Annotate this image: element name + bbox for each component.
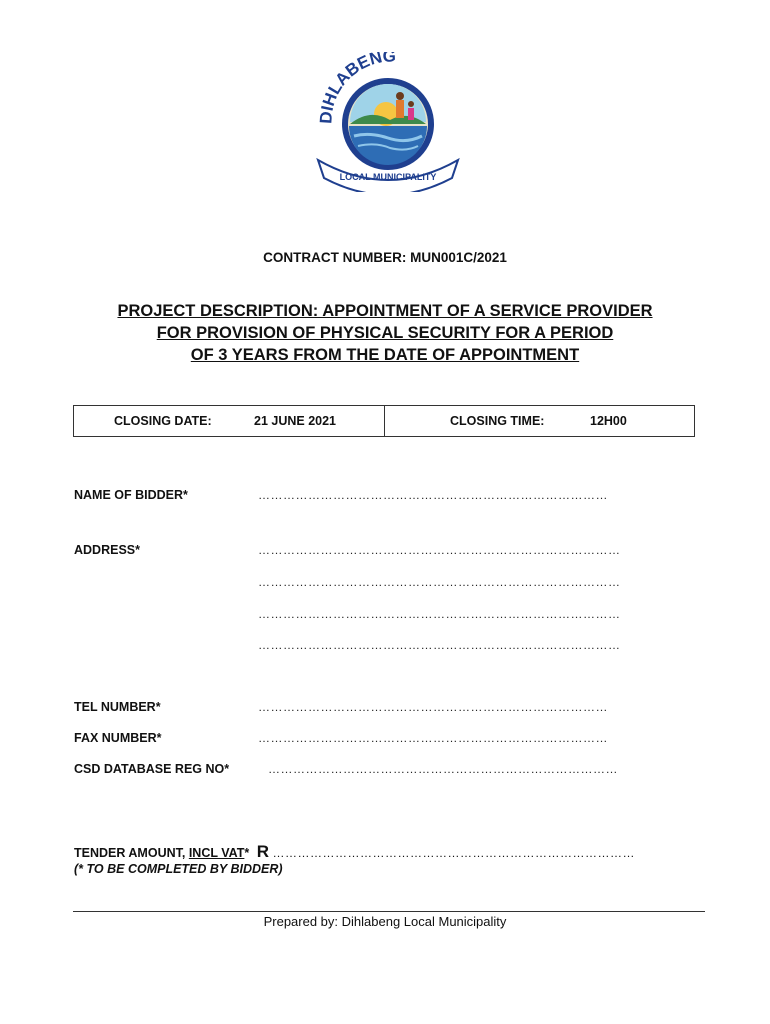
tender-amount-row bbox=[74, 842, 635, 862]
address-field-line-3[interactable]: …………………………………………………………………………… bbox=[258, 607, 621, 621]
footer-prepared-by: Prepared by: Dihlabeng Local Municipality bbox=[263, 914, 507, 929]
tel-number-field[interactable]: ………………………………………………………………………… bbox=[258, 700, 608, 714]
fax-number-label: FAX NUMBER* bbox=[74, 731, 162, 745]
svg-text:DIHLABENG: DIHLABENG bbox=[316, 52, 397, 125]
project-description-line: PROJECT DESCRIPTION: APPOINTMENT OF A SERVICE PROVIDER bbox=[117, 302, 653, 320]
table-divider bbox=[384, 406, 385, 436]
address-field-line-1[interactable]: …………………………………………………………………………… bbox=[258, 543, 621, 557]
name-of-bidder-field[interactable]: ………………………………………………………………………… bbox=[258, 488, 608, 502]
fax-number-field[interactable]: ………………………………………………………………………… bbox=[258, 731, 608, 745]
logo-banner-text: LOCAL MUNICIPALITY bbox=[339, 172, 437, 182]
tel-number-label: TEL NUMBER* bbox=[74, 700, 161, 714]
csd-reg-no-field[interactable]: ………………………………………………………………………… bbox=[268, 762, 618, 776]
closing-time-value: 12H00 bbox=[590, 414, 627, 428]
address-label: ADDRESS* bbox=[74, 543, 140, 557]
address-field-line-2[interactable]: …………………………………………………………………………… bbox=[258, 575, 621, 589]
name-of-bidder-label: NAME OF BIDDER* bbox=[74, 488, 188, 502]
contract-number bbox=[0, 250, 770, 265]
tender-amount-asterisk: * bbox=[244, 846, 250, 860]
csd-reg-no-label: CSD DATABASE REG NO* bbox=[74, 762, 230, 776]
project-description-line: OF 3 YEARS FROM THE DATE OF APPOINTMENT bbox=[190, 346, 580, 364]
closing-date-label: CLOSING DATE: bbox=[114, 414, 212, 428]
logo-emblem bbox=[310, 52, 465, 192]
closing-time-label: CLOSING TIME: bbox=[450, 414, 545, 428]
currency-symbol: R bbox=[256, 842, 270, 861]
address-field-line-4[interactable]: …………………………………………………………………………… bbox=[258, 638, 621, 652]
closing-date-value: 21 JUNE 2021 bbox=[254, 414, 337, 428]
contract-number-value: MUN001C/2021 bbox=[410, 250, 507, 265]
tender-note: (* TO BE COMPLETED BY BIDDER) bbox=[74, 862, 283, 876]
closing-details-table bbox=[73, 405, 695, 437]
tender-amount-incl-vat: INCL VAT bbox=[188, 846, 245, 860]
tender-amount-field[interactable]: …………………………………………………………………………… bbox=[272, 846, 636, 860]
footer-divider bbox=[73, 911, 705, 912]
tender-amount-label: TENDER AMOUNT, bbox=[74, 846, 189, 860]
project-description bbox=[60, 300, 710, 366]
municipality-logo bbox=[310, 52, 465, 192]
project-description-line: FOR PROVISION OF PHYSICAL SECURITY FOR A PERIOD bbox=[156, 324, 614, 342]
contract-number-label: CONTRACT NUMBER: bbox=[263, 250, 407, 265]
